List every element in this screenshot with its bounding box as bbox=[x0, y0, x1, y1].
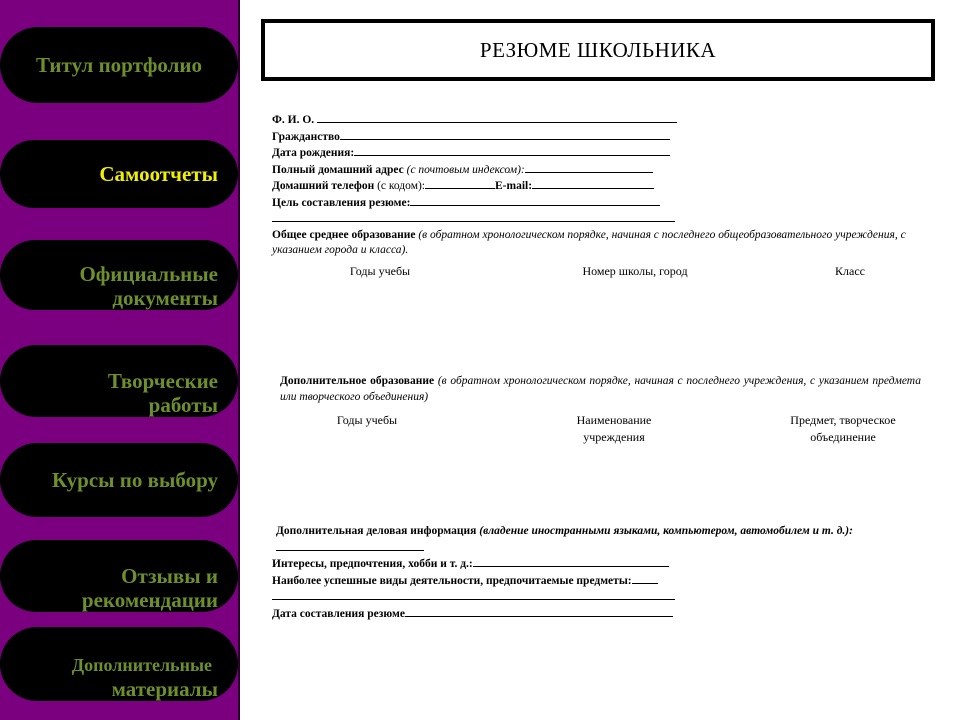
col-line1: Предмет, творческое bbox=[790, 413, 896, 427]
document-title-box bbox=[261, 19, 935, 81]
address-blank[interactable] bbox=[525, 162, 653, 173]
nav-item-reviews[interactable] bbox=[0, 540, 238, 612]
nav-item-self-reports[interactable] bbox=[0, 140, 238, 208]
best-activities-blank-line2[interactable] bbox=[272, 589, 675, 600]
personal-info-section bbox=[272, 112, 932, 259]
birthdate-blank[interactable] bbox=[354, 145, 670, 156]
document-title: РЕЗЮМЕ ШКОЛЬНИКА bbox=[479, 37, 717, 62]
col-line2: объединение bbox=[810, 430, 876, 444]
general-edu-col-years: Годы учебы bbox=[349, 264, 411, 278]
nav-item-label: Дополнительные bbox=[71, 655, 212, 675]
additional-edu-col-years bbox=[307, 412, 427, 429]
purpose-blank-line2[interactable] bbox=[272, 211, 675, 222]
general-edu-col-class: Класс bbox=[835, 264, 865, 278]
fio-blank[interactable] bbox=[317, 112, 677, 123]
purpose-blank[interactable] bbox=[410, 195, 660, 206]
citizenship-label: Гражданство bbox=[272, 130, 340, 143]
nav-item-label-line2: документы bbox=[112, 286, 218, 310]
email-blank[interactable] bbox=[532, 178, 654, 189]
nav-item-elective-courses[interactable] bbox=[0, 443, 238, 517]
extra-info-blank[interactable] bbox=[276, 540, 424, 551]
fio-label: Ф. И. О. bbox=[272, 114, 315, 126]
general-education-note: (в обратном хронологическом порядке, начиная с последнего общеобразовательного учреждения, с указанием города и класса). bbox=[272, 228, 906, 256]
interests-blank[interactable] bbox=[473, 556, 669, 567]
nav-item-portfolio-title[interactable] bbox=[0, 27, 238, 103]
general-edu-col-school: Номер школы, город bbox=[582, 264, 688, 278]
nav-item-label: Творческие bbox=[107, 369, 218, 393]
nav-item-creative-works[interactable] bbox=[0, 345, 238, 417]
address-note: (с почтовым индексом): bbox=[406, 163, 525, 176]
nav-item-label: Отзывы и bbox=[121, 564, 218, 588]
additional-education-note: (в обратном хронологическом порядке, начиная с последнего учреждения, с указанием предмета или творческого объединения) bbox=[280, 375, 921, 403]
nav-item-label: Курсы по выбору bbox=[51, 468, 218, 492]
birthdate-label: Дата рождения: bbox=[272, 147, 355, 159]
col-line1: Наименование bbox=[576, 413, 652, 427]
nav-item-label: Самоотчеты bbox=[99, 162, 218, 186]
nav-item-label-line2: материалы bbox=[111, 677, 218, 701]
col-line2: учреждения bbox=[583, 430, 645, 444]
phone-blank[interactable] bbox=[425, 178, 495, 189]
extra-info-note: (владение иностранными языками, компьютером, автомобилем и т. д.): bbox=[479, 525, 853, 537]
date-label: Дата составления резюме bbox=[272, 607, 405, 620]
additional-education-section bbox=[280, 374, 921, 405]
nav-item-label: Официальные bbox=[79, 262, 218, 286]
general-education-label: Общее среднее образование bbox=[272, 228, 416, 241]
best-activities-blank[interactable] bbox=[632, 573, 658, 584]
additional-education-label: Дополнительное образование bbox=[280, 375, 435, 387]
nav-item-label-line2: работы bbox=[148, 393, 218, 417]
nav-item-additional-materials[interactable] bbox=[0, 627, 238, 701]
interests-label: Интересы, предпочтения, хобби и т. д.: bbox=[272, 558, 473, 570]
nav-item-label-line2: рекомендации bbox=[81, 588, 218, 612]
date-blank[interactable] bbox=[405, 606, 673, 617]
nav-item-label: Титул портфолио bbox=[35, 53, 203, 77]
best-activities-label: Наиболее успешные виды деятельности, предпочитаемые предметы: bbox=[272, 574, 632, 587]
phone-label: Домашний телефон bbox=[272, 180, 375, 192]
email-label: E-mail: bbox=[495, 180, 533, 192]
extra-info-section bbox=[272, 524, 917, 622]
extra-info-label: Дополнительная деловая информация bbox=[276, 525, 477, 537]
citizenship-blank[interactable] bbox=[340, 129, 670, 140]
address-label: Полный домашний адрес bbox=[272, 163, 404, 176]
phone-note: (с кодом): bbox=[377, 180, 425, 192]
sidebar bbox=[0, 0, 240, 720]
nav-item-official-documents[interactable] bbox=[0, 240, 238, 310]
additional-edu-col-subject bbox=[768, 412, 918, 446]
additional-edu-col-institution bbox=[544, 412, 684, 446]
purpose-label: Цель составления резюме: bbox=[272, 196, 411, 209]
col-line1: Годы учебы bbox=[336, 413, 398, 427]
